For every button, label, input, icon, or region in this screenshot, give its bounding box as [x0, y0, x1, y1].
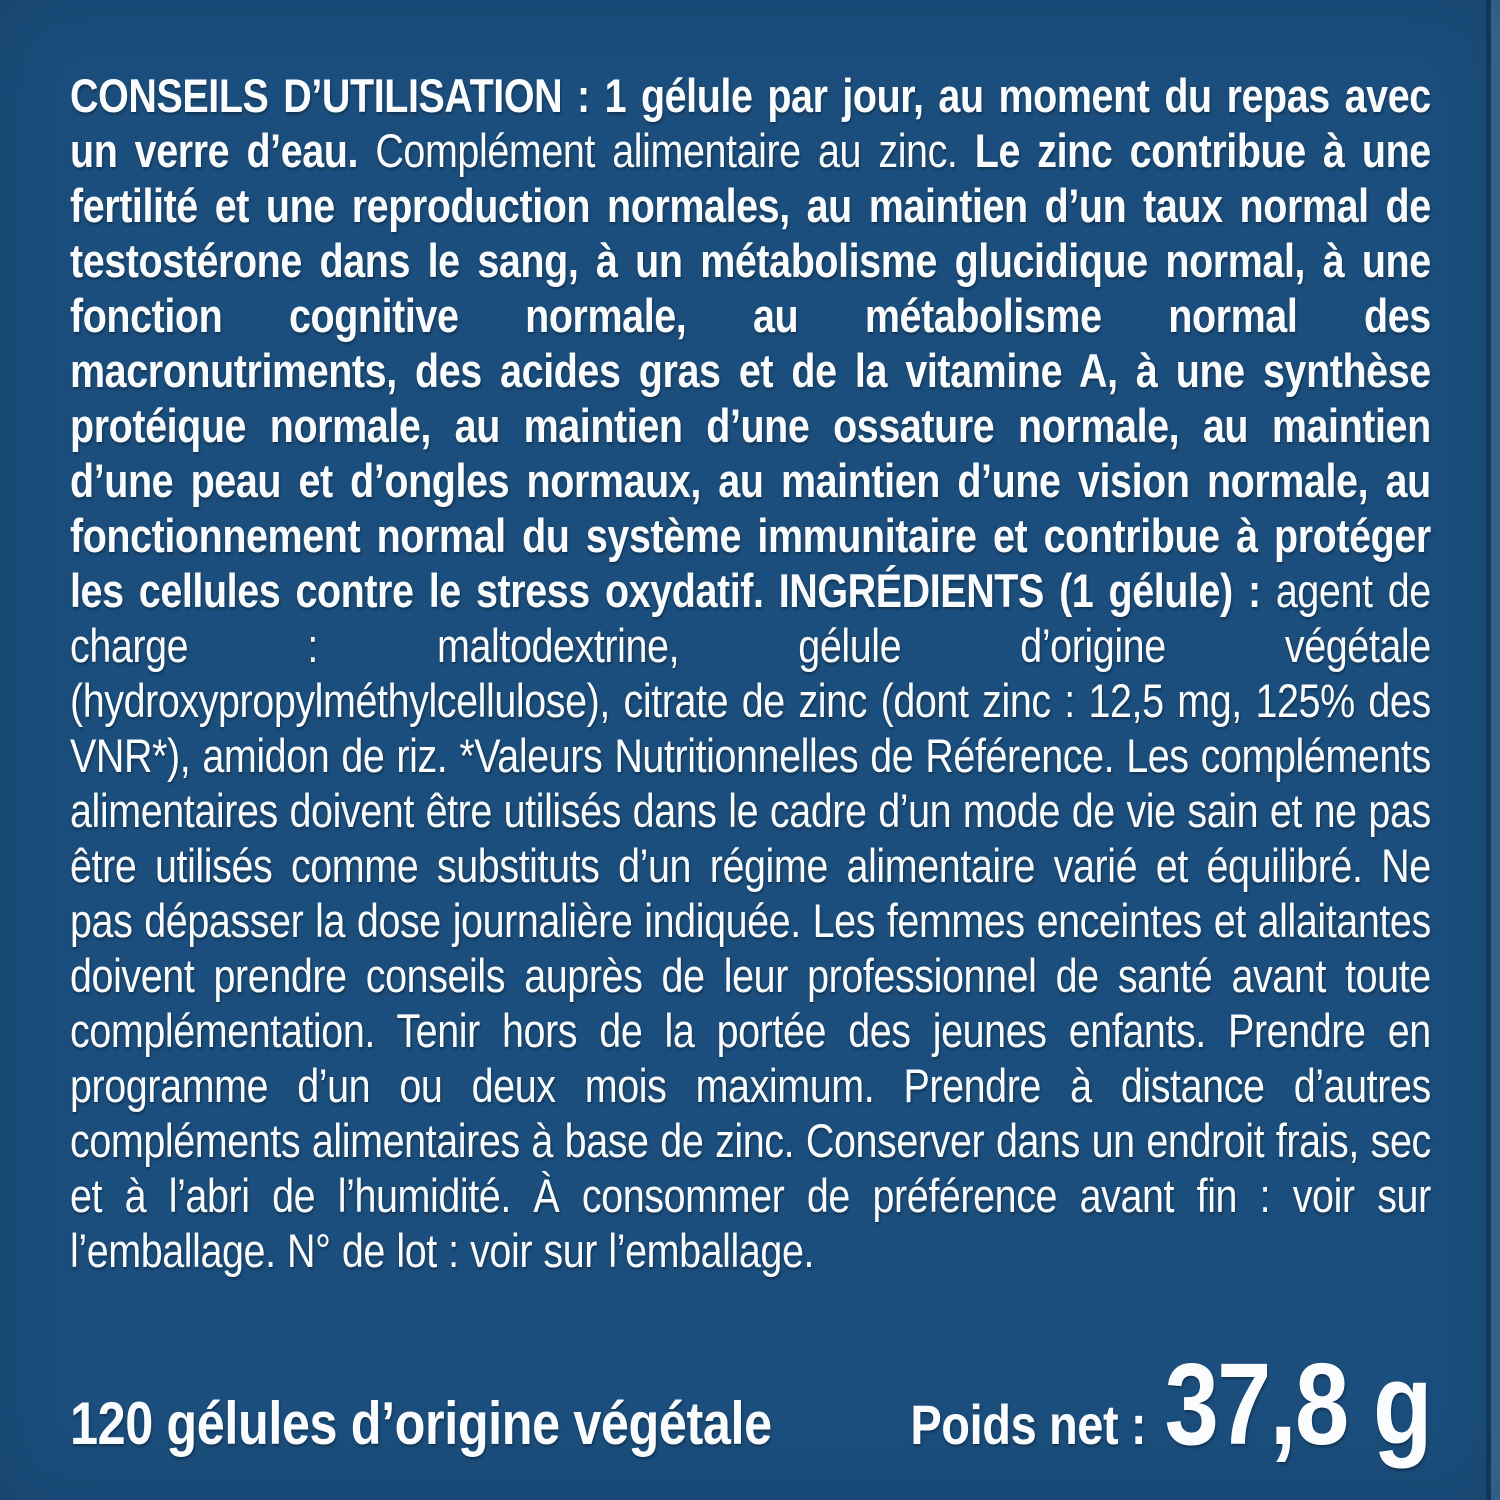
label-text-block	[70, 68, 1431, 1278]
capsule-count-text: 120 gélules d’origine végétale	[70, 1390, 772, 1457]
ingredients-and-warnings-text: agent de charge : maltodextrine, gélule d’origine végétale (hydroxypropylméthylcellulose), citrate de zinc (dont zinc : 12,5 mg, 125% des VNR*), amidon de riz. *Valeurs Nutritionnelles de Référence. Les compléments alimentaires doivent être utilisés dans le cadre d’un mode de vie sain et ne pas être utilisés comme substituts d’un régime alimentaire varié et équilibré. Ne pas dépasser la dose journalière indiquée. Les femmes enceintes et allaitantes doivent prendre conseils auprès de leur professionnel de santé avant toute complémentation. Tenir hors de la portée des jeunes enfants. Prendre en programme d’un ou deux mois maximum. Prendre à distance d’autres compléments alimentaires à base de zinc. Conserver dans un endroit frais, sec et à l’abri de l’humidité. À consommer de préférence avant fin : voir sur l’emballage. N° de lot : voir sur l’emballage.	[70, 564, 1431, 1277]
usage-instructions-text: CONSEILS D’UTILISATION : 1 gélule par jour, au moment du repas avec un verre d’eau.	[70, 69, 1431, 177]
zinc-health-claims-text: Le zinc contribue à une fertilité et une reproduction normales, au maintien d’un taux normal de testostérone dans le sang, à un métabolisme glucidique normal, à une fonction cognitive normale, au métabolisme normal des macronutriments, des acides gras et de la vitamine A, à une synthèse protéique normale, au maintien d’une ossature normale, au maintien d’une peau et d’ongles normaux, au maintien d’une vision normale, au fonctionnement normal du système immunitaire et contribue à protéger les cellules contre le stress oxydatif. INGRÉDIENTS (1 gélule) :	[70, 124, 1431, 617]
net-weight-label: Poids net :	[910, 1393, 1147, 1456]
net-weight-value: 37,8 g	[1164, 1339, 1431, 1469]
label-footer	[70, 1339, 1431, 1469]
usage-and-ingredients-paragraph	[70, 68, 1431, 1278]
net-weight-group	[910, 1339, 1431, 1469]
product-description-text: Complément alimentaire au zinc.	[375, 124, 975, 177]
